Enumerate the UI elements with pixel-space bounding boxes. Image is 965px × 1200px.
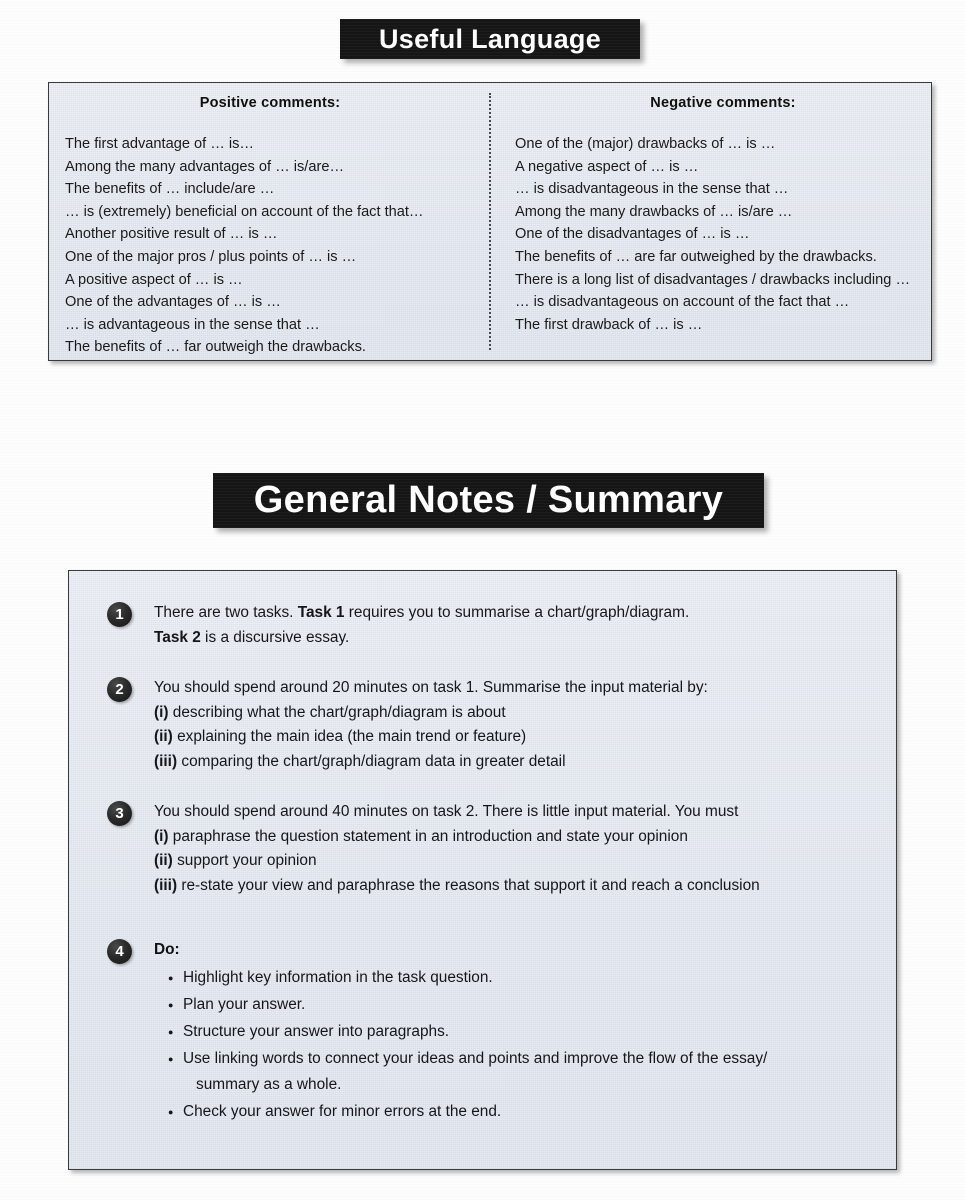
general-notes-title-banner: [213, 473, 764, 528]
note-line: (ii) support your opinion: [154, 852, 317, 869]
positive-comment-line: A positive aspect of … is …: [65, 271, 243, 288]
useful-language-columns: [49, 83, 931, 360]
useful-language-title-banner: [340, 19, 640, 59]
positive-comment-line: One of the major pros / plus points of … is …: [65, 248, 357, 265]
note-number-badge: 3: [107, 801, 132, 826]
note-line: (ii) explaining the main idea (the main trend or feature): [154, 728, 527, 745]
do-bullet-item: ● Plan your answer.: [168, 992, 876, 1018]
note-item: [107, 676, 876, 774]
note-line: Task 2 is a discursive essay.: [154, 628, 350, 646]
negative-comment-line: … is disadvantageous in the sense that …: [515, 181, 789, 198]
positive-comment-line: Among the many advantages of … is/are…: [65, 158, 345, 175]
note-item-do: [107, 938, 876, 1125]
negative-comment-line: One of the (major) drawbacks of … is …: [515, 136, 776, 152]
note-number-badge: 1: [107, 602, 132, 627]
note-line: (iii) re-state your view and paraphrase the reasons that support it and reach a conclusion: [154, 876, 760, 894]
do-bullet-item: ● Use linking words to connect your ideas and points and improve the flow of the essay/ summary as a whole.: [168, 1046, 876, 1098]
note-line: (iii) comparing the chart/graph/diagram data in greater detail: [154, 752, 566, 770]
positive-comment-line: One of the advantages of … is …: [65, 294, 281, 311]
note-line: (i) describing what the chart/graph/diagram is about: [154, 703, 506, 721]
positive-comment-line: The benefits of … far outweigh the drawbacks.: [65, 339, 366, 356]
positive-comment-line: The first advantage of … is…: [65, 136, 254, 152]
positive-comment-line: Another positive result of … is …: [65, 226, 278, 243]
general-notes-panel: [68, 570, 897, 1170]
positive-comment-line: The benefits of … include/are …: [65, 181, 275, 198]
note-line: You should spend around 20 minutes on task 1. Summarise the input material by:: [154, 679, 708, 696]
do-bullet-item: ● Highlight key information in the task question.: [168, 965, 876, 991]
negative-comment-line: One of the disadvantages of … is …: [515, 226, 750, 243]
positive-comment-line: … is (extremely) beneficial on account of the fact that…: [65, 203, 424, 220]
positive-comments-column: [49, 83, 489, 360]
do-bullet-item: ● Check your answer for minor errors at the end.: [168, 1099, 876, 1125]
general-notes-list: [107, 601, 876, 1159]
note-item: [107, 800, 876, 898]
negative-comment-line: A negative aspect of … is …: [515, 158, 699, 175]
negative-comments-list: [515, 133, 921, 336]
negative-comments-heading: Negative comments:: [650, 95, 796, 111]
negative-comment-line: The benefits of … are far outweighed by the drawbacks.: [515, 248, 877, 265]
note-line: You should spend around 40 minutes on task 2. There is little input material. You must: [154, 803, 739, 820]
positive-comments-heading: Positive comments:: [199, 95, 341, 111]
do-bullet-item: ● Structure your answer into paragraphs.: [168, 1019, 876, 1045]
negative-comment-line: Among the many drawbacks of … is/are …: [515, 203, 793, 220]
negative-comment-line: There is a long list of disadvantages / drawbacks including …: [515, 271, 911, 288]
note-number-badge: 4: [107, 939, 132, 964]
useful-language-panel: [48, 82, 932, 361]
note-item: [107, 601, 876, 650]
negative-comment-line: … is disadvantageous on account of the fact that …: [515, 294, 850, 311]
negative-comment-line: The first drawback of … is …: [515, 316, 703, 333]
note-number-badge: 2: [107, 677, 132, 702]
note-line: (i) paraphrase the question statement in an introduction and state your opinion: [154, 827, 688, 845]
positive-comments-list: [65, 133, 475, 359]
useful-language-title-text: Useful Language: [378, 23, 602, 54]
do-bullet-continuation: summary as a whole.: [196, 1076, 342, 1093]
note-line: There are two tasks. Task 1 requires you to summarise a chart/graph/diagram.: [154, 604, 690, 621]
do-label: Do:: [154, 941, 180, 958]
positive-comment-line: … is advantageous in the sense that …: [65, 316, 320, 333]
negative-comments-column: [489, 83, 931, 360]
general-notes-title-text: General Notes / Summary: [253, 479, 724, 521]
do-bullet-list: [154, 965, 876, 1125]
